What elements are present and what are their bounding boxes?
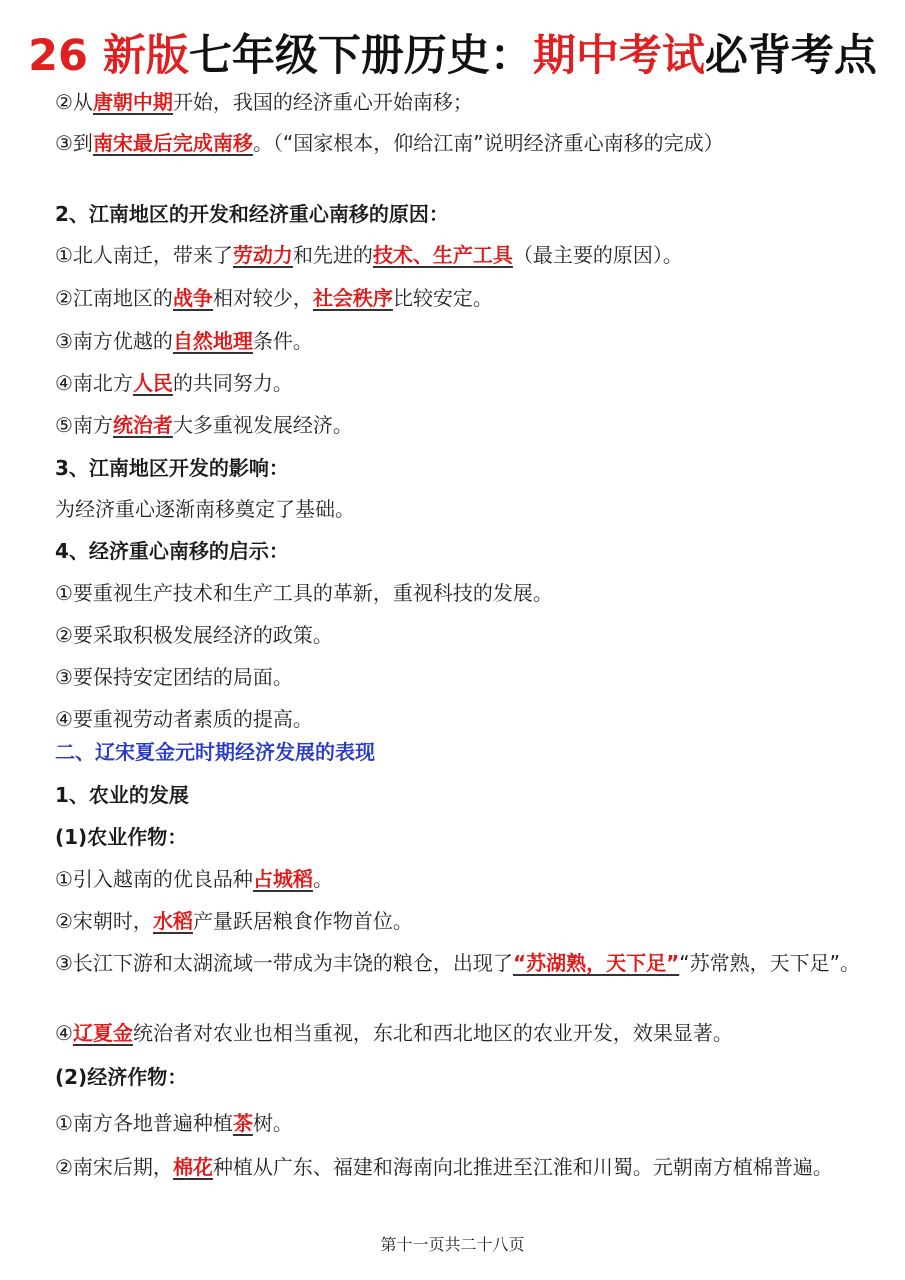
text: 。（“国家根本，仰给江南”说明经济重心南移的完成） xyxy=(252,131,724,155)
title-part-4: 必背考点 xyxy=(704,31,877,81)
text: ④南北方 xyxy=(55,371,133,395)
keyword: 水稻 xyxy=(152,909,193,933)
keyword: “苏湖熟，天下足” xyxy=(512,951,680,975)
point-line xyxy=(55,1018,865,1048)
subsection-heading: (1)农业作物： xyxy=(55,825,188,849)
title-part-3: 期中考试 xyxy=(532,31,705,81)
text: 开始，我国的经济重心开始南移； xyxy=(172,90,473,114)
point-line xyxy=(55,87,865,117)
point-line xyxy=(55,1152,865,1182)
text: 大多重视发展经济。 xyxy=(172,413,353,437)
text: 比较安定。 xyxy=(392,286,493,310)
text: ②江南地区的 xyxy=(55,286,173,310)
text: ③到 xyxy=(55,131,93,155)
point-line xyxy=(55,864,865,894)
point-line xyxy=(55,906,865,936)
point-line: ③要保持安定团结的局面。 xyxy=(55,665,293,689)
point-line xyxy=(55,326,865,356)
text: 产量跃居粮食作物首位。 xyxy=(192,909,413,933)
text: ②从 xyxy=(55,90,93,114)
text: 和先进的 xyxy=(292,243,373,267)
keyword: 南宋最后完成南移 xyxy=(92,131,253,155)
point-line: ①要重视生产技术和生产工具的革新，重视科技的发展。 xyxy=(55,581,553,605)
point-line: ④要重视劳动者素质的提高。 xyxy=(55,707,313,731)
keyword: 自然地理 xyxy=(172,329,253,353)
text: ④ xyxy=(55,1021,73,1045)
point-line xyxy=(55,948,865,978)
text: （最主要的原因）。 xyxy=(512,243,683,267)
point-line: 为经济重心逐渐南移奠定了基础。 xyxy=(55,497,355,521)
title-part-2: 七年级下册历史： xyxy=(188,31,533,81)
keyword: 技术、生产工具 xyxy=(372,243,513,267)
text: ①北人南迁，带来了 xyxy=(55,243,233,267)
text: 的共同努力。 xyxy=(172,371,293,395)
subsection-heading: 4、经济重心南移的启示： xyxy=(55,539,289,563)
keyword: 社会秩序 xyxy=(312,286,393,310)
section-heading: 二、辽宋夏金元时期经济发展的表现 xyxy=(55,740,375,764)
keyword: 统治者 xyxy=(112,413,173,437)
text: ②南宋后期， xyxy=(55,1155,173,1179)
point-line xyxy=(55,240,865,270)
point-line xyxy=(55,1108,865,1138)
point-line: ②要采取积极发展经济的政策。 xyxy=(55,623,333,647)
keyword: 劳动力 xyxy=(232,243,293,267)
subsection-heading: 1、农业的发展 xyxy=(55,783,189,807)
text: 种植从广东、福建和海南向北推进至江淮和川蜀。元朝南方植棉普遍。 xyxy=(212,1155,833,1179)
text: ①南方各地普遍种植 xyxy=(55,1111,233,1135)
keyword: 茶 xyxy=(232,1111,253,1135)
text: ③长江下游和太湖流域一带成为丰饶的粮仓，出现了 xyxy=(55,951,513,975)
text: 条件。 xyxy=(252,329,313,353)
text: ⑤南方 xyxy=(55,413,113,437)
subsection-heading: (2)经济作物： xyxy=(55,1065,188,1089)
keyword: 人民 xyxy=(132,371,173,395)
point-line xyxy=(55,410,865,440)
subsection-heading: 3、江南地区开发的影响： xyxy=(55,456,289,480)
text: “苏常熟，天下足”。 xyxy=(679,951,860,975)
page-title xyxy=(0,22,905,83)
point-line xyxy=(55,128,865,158)
text: ③南方优越的 xyxy=(55,329,173,353)
keyword: 战争 xyxy=(172,286,213,310)
text: 相对较少， xyxy=(212,286,313,310)
text: 树。 xyxy=(252,1111,293,1135)
point-line xyxy=(55,283,865,313)
text: 统治者对农业也相当重视，东北和西北地区的农业开发，效果显著。 xyxy=(132,1021,733,1045)
page-number: 第十一页共二十八页 xyxy=(380,1235,525,1254)
point-line xyxy=(55,368,865,398)
text: ②宋朝时， xyxy=(55,909,153,933)
subsection-heading: 2、江南地区的开发和经济重心南移的原因： xyxy=(55,202,449,226)
text: ①引入越南的优良品种 xyxy=(55,867,253,891)
keyword: 占城稻 xyxy=(252,867,313,891)
text: 。 xyxy=(312,867,333,891)
title-part-1: 26 新版 xyxy=(28,31,189,81)
keyword: 辽夏金 xyxy=(72,1021,133,1045)
keyword: 棉花 xyxy=(172,1155,213,1179)
keyword: 唐朝中期 xyxy=(92,90,173,114)
